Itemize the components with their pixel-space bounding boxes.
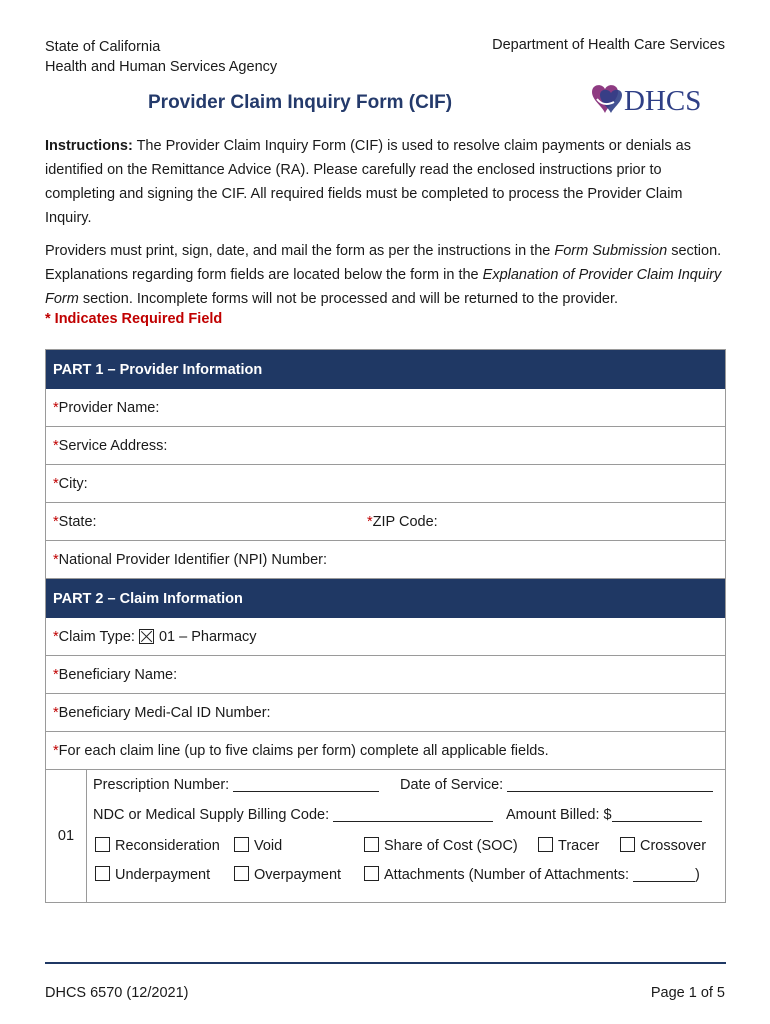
service-address-label: Service Address: xyxy=(58,437,168,454)
crossover-checkbox[interactable] xyxy=(620,837,635,852)
instructions-text-2c: section. Explanations regarding form fields are located below the form in the xyxy=(45,243,722,283)
attachments-checkbox[interactable] xyxy=(364,866,379,881)
required-asterisk: * xyxy=(53,399,59,416)
share-of-cost-checkbox[interactable] xyxy=(364,837,379,852)
instructions-text: The Provider Claim Inquiry Form (CIF) is used to resolve claim payments or denials as identified on the Remittance Advice (RA). Please carefully read the enclosed instructions prior to completing and signing the CIF. All required fields must be completed to process the Provider Claim Inquiry. xyxy=(45,138,691,226)
date-of-service-label: Date of Service: xyxy=(400,777,504,793)
attachments-close: ) xyxy=(695,867,700,883)
beneficiary-name-field[interactable] xyxy=(46,656,725,694)
instructions-paragraph-1 xyxy=(45,134,730,230)
form-submission-ref: Form Submission xyxy=(554,243,668,259)
footer-divider xyxy=(45,962,726,964)
instructions-text-2a: Providers must print, sign, date, and mail the form as per the instructions in the xyxy=(45,243,555,259)
attachments-count-input[interactable] xyxy=(633,881,695,882)
city-label: City: xyxy=(58,475,88,492)
npi-field[interactable] xyxy=(46,541,725,579)
claim-line-fields xyxy=(87,770,725,902)
pharmacy-checkbox[interactable] xyxy=(139,629,154,644)
required-asterisk: * xyxy=(53,704,59,721)
overpayment-option[interactable] xyxy=(234,866,341,883)
share-of-cost-label: Share of Cost (SOC) xyxy=(384,838,518,854)
attachments-option[interactable] xyxy=(364,866,700,883)
part1-heading: PART 1 – Provider Information xyxy=(46,350,725,389)
reconsideration-checkbox[interactable] xyxy=(95,837,110,852)
void-option[interactable] xyxy=(234,837,282,854)
dhcs-logo xyxy=(588,80,728,120)
page-title: Provider Claim Inquiry Form (CIF) xyxy=(148,92,453,113)
overpayment-checkbox[interactable] xyxy=(234,866,249,881)
claim-line-number: 01 xyxy=(46,770,87,902)
prescription-number-label: Prescription Number: xyxy=(93,777,230,793)
provider-name-label: Provider Name: xyxy=(58,399,160,416)
form-number: DHCS 6570 (12/2021) xyxy=(45,985,189,1001)
state-label: State: xyxy=(58,513,97,530)
amount-billed-label: Amount Billed: $ xyxy=(506,807,612,823)
service-address-field[interactable] xyxy=(46,427,725,465)
crossover-option[interactable] xyxy=(620,837,706,854)
part2-heading: PART 2 – Claim Information xyxy=(46,579,725,618)
state-field[interactable] xyxy=(53,514,97,530)
void-checkbox[interactable] xyxy=(234,837,249,852)
reconsideration-option[interactable] xyxy=(95,837,220,854)
required-asterisk: * xyxy=(53,551,59,568)
claim-line-note xyxy=(46,732,725,770)
required-asterisk: * xyxy=(53,666,59,683)
tracer-checkbox[interactable] xyxy=(538,837,553,852)
ndc-code-field[interactable] xyxy=(93,807,493,823)
prescription-number-input[interactable] xyxy=(233,791,379,792)
required-asterisk: * xyxy=(53,437,59,454)
prescription-number-field[interactable] xyxy=(93,777,379,793)
instructions-paragraph-2 xyxy=(45,239,730,311)
header-agency-name: Health and Human Services Agency xyxy=(45,59,278,75)
date-of-service-input[interactable] xyxy=(507,791,713,792)
beneficiary-id-label: Beneficiary Medi-Cal ID Number: xyxy=(58,704,271,721)
reconsideration-label: Reconsideration xyxy=(115,838,220,854)
instructions-label: Instructions: xyxy=(45,138,133,154)
void-label: Void xyxy=(254,838,283,854)
amount-billed-field[interactable] xyxy=(506,807,702,823)
instructions-text-2e: section. Incomplete forms will not be processed and will be returned to the provider. xyxy=(78,291,619,307)
claim-type-label: Claim Type: xyxy=(58,628,135,645)
required-asterisk: * xyxy=(53,513,59,530)
date-of-service-field[interactable] xyxy=(400,777,713,793)
overpayment-label: Overpayment xyxy=(254,867,342,883)
header-agency xyxy=(45,37,277,77)
city-field[interactable] xyxy=(46,465,725,503)
state-zip-row xyxy=(46,503,725,541)
beneficiary-name-label: Beneficiary Name: xyxy=(58,666,178,683)
tracer-option[interactable] xyxy=(538,837,599,854)
ndc-code-input[interactable] xyxy=(333,821,493,822)
claim-line-01 xyxy=(46,770,725,902)
required-asterisk: * xyxy=(367,513,373,530)
attachments-label: Attachments (Number of Attachments: xyxy=(384,867,634,883)
provider-name-field[interactable] xyxy=(46,389,725,427)
header-state: State of California xyxy=(45,39,161,55)
claim-line-note-text: For each claim line (up to five claims per form) complete all applicable fields. xyxy=(58,742,549,759)
required-asterisk: * xyxy=(53,628,59,645)
claim-type-field xyxy=(46,618,725,656)
explanation-ref: Explanation of Provider Claim Inquiry Form xyxy=(45,267,722,307)
header-department: Department of Health Care Services xyxy=(492,37,725,53)
logo-text: DHCS xyxy=(624,85,702,117)
required-field-note: * Indicates Required Field xyxy=(45,311,223,327)
page-number: Page 1 of 5 xyxy=(650,985,725,1001)
instructions xyxy=(45,134,730,320)
amount-billed-input[interactable] xyxy=(612,821,702,822)
underpayment-label: Underpayment xyxy=(115,867,211,883)
claim-inquiry-form xyxy=(45,349,726,903)
beneficiary-id-field[interactable] xyxy=(46,694,725,732)
required-asterisk: * xyxy=(53,742,59,759)
npi-label: National Provider Identifier (NPI) Number: xyxy=(58,551,328,568)
tracer-label: Tracer xyxy=(558,838,600,854)
claim-type-value: 01 – Pharmacy xyxy=(158,628,257,645)
zip-label: ZIP Code: xyxy=(372,513,438,530)
crossover-label: Crossover xyxy=(640,838,707,854)
share-of-cost-option[interactable] xyxy=(364,837,518,854)
required-asterisk: * xyxy=(53,475,59,492)
zip-field[interactable] xyxy=(367,514,438,530)
ndc-code-label: NDC or Medical Supply Billing Code: xyxy=(93,807,330,823)
underpayment-checkbox[interactable] xyxy=(95,866,110,881)
underpayment-option[interactable] xyxy=(95,866,210,883)
